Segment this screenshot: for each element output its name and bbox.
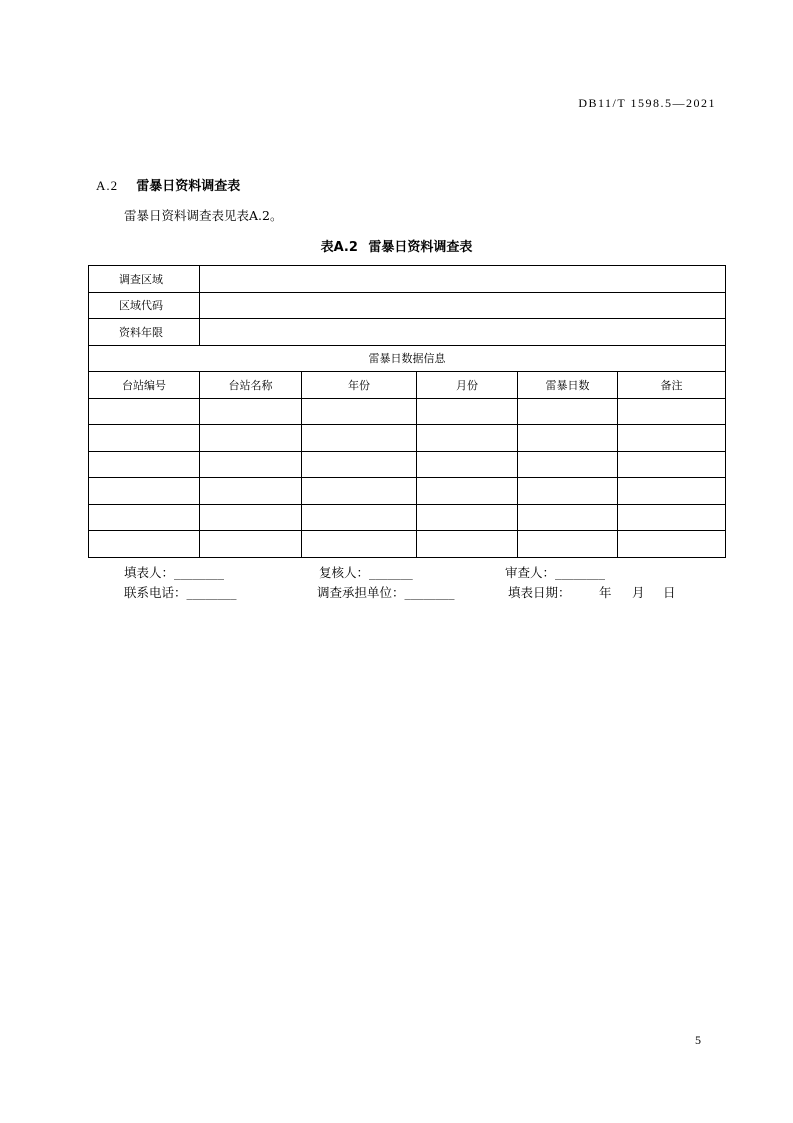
empty-cell — [618, 531, 726, 558]
empty-cell — [200, 425, 302, 452]
empty-cell — [302, 478, 417, 505]
empty-cell — [200, 478, 302, 505]
empty-cell — [89, 398, 200, 425]
column-header: 雷暴日数 — [518, 372, 618, 399]
reviewer-signature: 复核人：_______ — [319, 565, 413, 580]
contact-phone: 联系电话：________ — [124, 585, 237, 600]
column-header: 台站编号 — [89, 372, 200, 399]
table-row — [89, 451, 726, 478]
info-value-cell — [200, 266, 726, 293]
section-number: A.2 — [96, 178, 119, 193]
empty-cell — [518, 531, 618, 558]
table-row — [89, 531, 726, 558]
empty-cell — [89, 504, 200, 531]
empty-cell — [417, 398, 518, 425]
empty-cell — [518, 425, 618, 452]
empty-cell — [89, 425, 200, 452]
info-row-region — [89, 266, 726, 293]
column-header: 备注 — [618, 372, 726, 399]
empty-cell — [518, 504, 618, 531]
auditor-signature: 审查人：________ — [505, 565, 606, 580]
empty-cell — [302, 425, 417, 452]
empty-cell — [417, 451, 518, 478]
date-month: 月 — [632, 585, 645, 600]
empty-cell — [618, 504, 726, 531]
empty-cell — [417, 504, 518, 531]
empty-cell — [618, 478, 726, 505]
info-value-cell — [200, 292, 726, 319]
filler-signature: 填表人：________ — [124, 565, 225, 580]
section-title: 雷暴日资料调查表 — [136, 179, 241, 194]
empty-cell — [417, 425, 518, 452]
empty-cell — [618, 425, 726, 452]
fill-date-label: 填表日期： — [508, 585, 571, 600]
empty-cell — [200, 531, 302, 558]
survey-unit: 调查承担单位：________ — [317, 585, 455, 600]
survey-table — [88, 265, 726, 558]
data-section-row — [89, 345, 726, 372]
empty-cell — [518, 451, 618, 478]
table-caption — [0, 236, 793, 255]
empty-cell — [518, 478, 618, 505]
empty-cell — [89, 531, 200, 558]
empty-cell — [618, 451, 726, 478]
empty-cell — [200, 451, 302, 478]
column-header: 月份 — [417, 372, 518, 399]
info-label: 区域代码 — [89, 292, 200, 319]
intro-paragraph: 雷暴日资料调查表见表A.2。 — [124, 208, 283, 223]
empty-cell — [618, 398, 726, 425]
empty-cell — [417, 531, 518, 558]
table-row — [89, 398, 726, 425]
column-header: 台站名称 — [200, 372, 302, 399]
empty-cell — [302, 504, 417, 531]
table-row — [89, 425, 726, 452]
empty-cell — [200, 504, 302, 531]
data-section-title: 雷暴日数据信息 — [89, 345, 726, 372]
table-row — [89, 478, 726, 505]
section-heading — [96, 175, 240, 194]
standard-code: DB11/T 1598.5—2021 — [578, 96, 716, 110]
info-value-cell — [200, 319, 726, 346]
info-row-years — [89, 319, 726, 346]
date-day: 日 — [663, 585, 676, 600]
info-row-code — [89, 292, 726, 319]
date-year: 年 — [599, 585, 612, 600]
table-caption-prefix: 表A.2 — [320, 240, 358, 255]
table-row — [89, 504, 726, 531]
empty-cell — [302, 531, 417, 558]
empty-cell — [89, 478, 200, 505]
page-number: 5 — [695, 1033, 701, 1047]
empty-cell — [200, 398, 302, 425]
column-header-row — [89, 372, 726, 399]
empty-cell — [518, 398, 618, 425]
empty-cell — [89, 451, 200, 478]
table-caption-title: 雷暴日资料调查表 — [368, 240, 473, 255]
empty-cell — [417, 478, 518, 505]
column-header: 年份 — [302, 372, 417, 399]
empty-cell — [302, 398, 417, 425]
info-label: 资料年限 — [89, 319, 200, 346]
info-label: 调查区域 — [89, 266, 200, 293]
empty-cell — [302, 451, 417, 478]
